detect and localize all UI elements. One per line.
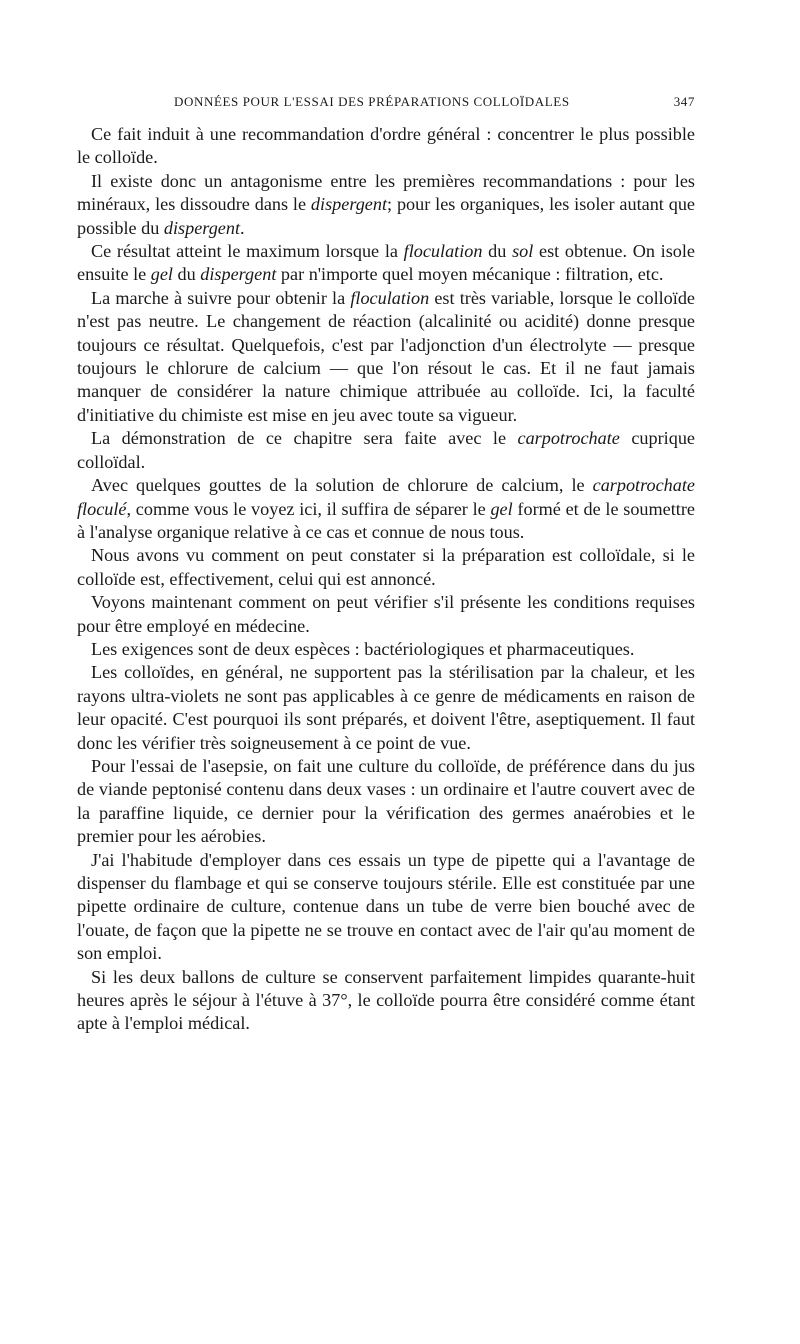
running-head xyxy=(77,91,695,115)
italic-term: floculation xyxy=(350,287,430,308)
italic-term: dispergent xyxy=(163,217,241,238)
paragraph xyxy=(77,474,695,544)
paragraph xyxy=(77,591,695,638)
paragraph xyxy=(77,123,695,170)
body-text xyxy=(77,123,695,1036)
paragraph xyxy=(77,427,695,474)
text-run: est très variable, lorsque le colloïde n'est pas neutre. Le changement de réaction (alcalinité ou acidité) donne presque toujours ce résultat. Quelquefois, c'est par l'adjonction d'un électrolyte — presque toujours le chlorure de calcium — que l'on résout le cas. Et il ne faut jamais manquer de considérer la nature chimique attribuée au colloïde. Ici, la faculté d'initiative du chimiste est mise en jeu avec toute sa vigueur. xyxy=(77,287,695,425)
text-run: Si les deux ballons de culture se conservent parfaitement limpides quarante-huit heures après le séjour à l'étuve à 37°, le colloïde pourra être considéré comme étant apte à l'emploi médical. xyxy=(77,966,695,1034)
text-run: J'ai l'habitude d'employer dans ces essais un type de pipette qui a l'avantage de dispenser du flambage et qui se conserve toujours stérile. Elle est constituée par une pipette ordinaire de culture, contenue dans un tube de verre bien bouché avec de l'ouate, de façon que la pipette ne se trouve en contact avec de l'air qu'au moment de son emploi. xyxy=(77,849,695,964)
paragraph xyxy=(77,240,695,287)
paragraph xyxy=(77,544,695,591)
italic-term: carpotrochate floculé xyxy=(77,475,695,519)
text-run: Il existe donc un antagonisme entre les premières recommandations : pour les minéraux, les dissoudre dans le xyxy=(77,170,695,215)
text-run: Ce fait induit à une recommandation d'ordre général : concentrer le plus possible le colloïde. xyxy=(77,124,695,168)
text-run: . xyxy=(240,217,245,238)
text-run: ; pour les organiques, les isoler autant que possible du xyxy=(77,194,695,238)
italic-term: dispergent xyxy=(310,194,388,215)
text-run: du xyxy=(172,264,201,285)
text-run: par n'importe quel moyen mécanique : filtration, etc. xyxy=(276,264,664,285)
italic-term: carpotrochate xyxy=(517,428,620,449)
text-run: du xyxy=(482,241,513,262)
text-run: , comme vous le voyez ici, il suffira de séparer le xyxy=(126,498,491,519)
text-run: Voyons maintenant comment on peut vérifier s'il présente les conditions requises pour être employé en médecine. xyxy=(77,592,695,636)
paragraph xyxy=(77,287,695,427)
paragraph xyxy=(77,849,695,966)
italic-term: gel xyxy=(490,498,513,519)
italic-term: dispergent xyxy=(200,264,277,285)
italic-term: gel xyxy=(150,264,173,285)
text-run: Les exigences sont de deux espèces : bactériologiques et pharmaceutiques. xyxy=(91,638,635,659)
running-title: DONNÉES POUR L'ESSAI DES PRÉPARATIONS COLLOÏDALES xyxy=(174,94,570,109)
text-run: Les colloïdes, en général, ne supportent pas la stérilisation par la chaleur, et les rayons ultra-violets ne sont pas applicables à ce genre de médicaments en raison de leur opacité. C'est pourquoi ils sont préparés, et doivent l'être, aseptiquement. Il faut donc les vérifier très soigneusement à ce point de vue. xyxy=(77,662,695,753)
text-run: La démonstration de ce chapitre sera faite avec le xyxy=(91,428,518,449)
text-run: La marche à suivre pour obtenir la xyxy=(91,287,351,308)
text-run: Ce résultat atteint le maximum lorsque la xyxy=(91,241,404,262)
text-run: Avec quelques gouttes de la solution de chlorure de calcium, le xyxy=(91,475,593,496)
italic-term: sol xyxy=(512,241,534,262)
book-page xyxy=(77,91,695,1036)
paragraph xyxy=(77,966,695,1036)
text-run: cuprique colloïdal. xyxy=(77,428,695,472)
paragraph xyxy=(77,170,695,240)
paragraph xyxy=(77,661,695,755)
paragraph xyxy=(77,638,695,661)
paragraph xyxy=(77,755,695,849)
text-run: Pour l'essai de l'asepsie, on fait une culture du colloïde, de préférence dans du jus de viande peptonisé contenu dans deux vases : un ordinaire et l'autre couvert avec de la paraffine liquide, ce dernier pour la vérification des germes anaérobies et le premier pour les aérobies. xyxy=(77,755,695,847)
text-run: est obtenue. On isole ensuite le xyxy=(77,241,696,285)
italic-term: floculation xyxy=(403,241,483,262)
text-run: Nous avons vu comment on peut constater si la préparation est colloïdale, si le colloïde est, effectivement, celui qui est annoncé. xyxy=(77,545,695,589)
page-number: 347 xyxy=(673,94,695,109)
text-run: formé et de le soumettre à l'analyse organique relative à ce cas et connue de nous tous. xyxy=(77,498,695,542)
